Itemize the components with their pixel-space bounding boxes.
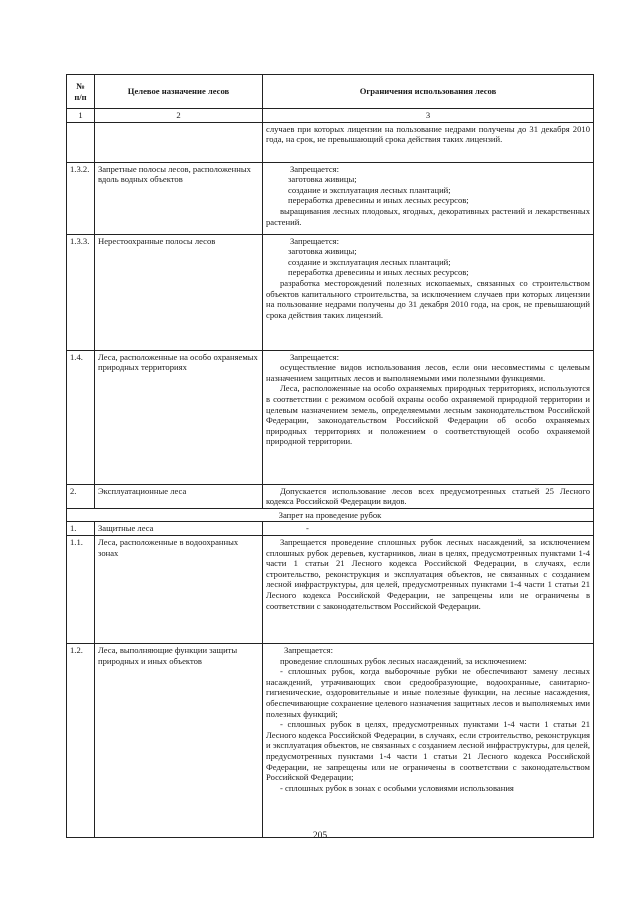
row-purpose: Нерестоохранные полосы лесов bbox=[95, 234, 263, 350]
table-row bbox=[67, 350, 594, 484]
row-number: 1.3.2. bbox=[67, 162, 95, 234]
row-purpose: Эксплуатационные леса bbox=[95, 484, 263, 508]
restriction-line: разработка месторождений полезных ископаемых, связанных со строительством объектов капитального строительства, за исключением случаев при которых лицензии на пользование недрами получены до 31 декабря 2010 года, на срок, не превышающий срока действия таких лицензий. bbox=[266, 277, 590, 320]
restriction-line: создание и эксплуатация лесных плантаций; bbox=[288, 256, 451, 267]
section-title: Запрет на проведение рубок bbox=[67, 508, 594, 522]
restriction-line: переработка древесины и иных лесных ресурсов; bbox=[288, 267, 469, 278]
table-row bbox=[67, 162, 594, 234]
row-number: 2. bbox=[67, 484, 95, 508]
restriction-line: проведение сплошных рубок лесных насаждений, за исключением: bbox=[280, 655, 527, 666]
table-row bbox=[67, 122, 594, 162]
restriction-line: Запрещается проведение сплошных рубок лесных насаждений, за исключением сплошных рубок деревьев, кустарников, лиан в целях, предусмотренных пунктами 1-4 части 1 статьи 21 Лесного кодекса Российской Федерации, в случаях, если строительство, реконструкция и эксплуатация объектов, не связанных с созданием лесной инфраструктуры, для целей, предусмотренных пунктами 1-4 части 1 статьи 21 Лесного кодекса Российской Федерации, не запрещены или не ограничены в соответствии с законодательством Российской Федерации. bbox=[266, 536, 590, 611]
header-number bbox=[67, 75, 95, 109]
restriction-line: Запрещается: bbox=[290, 351, 339, 362]
restriction-line: заготовка живицы; bbox=[288, 246, 357, 257]
restriction-line: - bbox=[306, 523, 309, 534]
table-index-row bbox=[67, 109, 594, 123]
header-number-label: № п/п bbox=[74, 80, 87, 102]
restriction-line: - сплошных рубок в зонах с особыми условиями использования bbox=[280, 782, 514, 793]
restriction-line: Запрещается: bbox=[284, 644, 333, 655]
restriction-line: выращивания лесных плодовых, ягодных, декоративных растений и лекарственных растений. bbox=[266, 205, 590, 227]
row-purpose: Леса, расположенные на особо охраняемых природных территориях bbox=[95, 350, 263, 484]
row-purpose: Защитные леса bbox=[95, 522, 263, 536]
row-number: 1.1. bbox=[67, 535, 95, 643]
row-number: 1.4. bbox=[67, 350, 95, 484]
index-1: 1 bbox=[67, 109, 95, 123]
header-restrictions: Ограничения использования лесов bbox=[263, 75, 594, 109]
table-row bbox=[67, 535, 594, 643]
table-header-row bbox=[67, 75, 594, 109]
restriction-line: переработка древесины и иных лесных ресурсов; bbox=[288, 195, 469, 206]
index-2: 2 bbox=[95, 109, 263, 123]
restriction-line: - сплошных рубок в целях, предусмотренных пунктами 1-4 части 1 статьи 21 Лесного кодекса Российской Федерации, в случаях, если строительство, реконструкция и эксплуатация объектов, не связанных с созданием лесной инфраструктуры, для целей, предусмотренных пунктами 1-4 части 1 статьи 21 Лесного кодекса Российской Федерации, не запрещены или не ограничены в соответствии с законодательством Российской Федерации; bbox=[266, 719, 590, 783]
forest-restrictions-table bbox=[66, 74, 594, 838]
restriction-line: осуществление видов использования лесов, если они несовместимы с целевым назначением защитных лесов и выполняемыми ими полезными функциями. bbox=[266, 362, 590, 383]
restriction-line: заготовка живицы; bbox=[288, 174, 357, 185]
table-row bbox=[67, 522, 594, 536]
restriction-line: Запрещается: bbox=[290, 235, 339, 246]
row-number: 1.3.3. bbox=[67, 234, 95, 350]
section-row bbox=[67, 508, 594, 522]
table-row bbox=[67, 643, 594, 837]
restriction-line: - сплошных рубок, когда выборочные рубки не обеспечивают замену лесных насаждений, утрачивающих свои средообразующие, водоохранные, санитарно-гигиенические, оздоровительные и иные полезные функции, на лесные насаждения, обеспечивающие сохранение целевого назначения защитных лесов и выполняемых ими полезных функций; bbox=[266, 666, 590, 719]
continuation-text: случаев при которых лицензии на пользование недрами получены до 31 декабря 2010 года, на срок, не превышающий срока действия таких лицензий. bbox=[266, 123, 590, 145]
index-3: 3 bbox=[263, 109, 594, 123]
table-row bbox=[67, 484, 594, 508]
restriction-line: создание и эксплуатация лесных плантаций; bbox=[288, 184, 451, 195]
row-purpose: Запретные полосы лесов, расположенных вдоль водных объектов bbox=[95, 162, 263, 234]
restriction-line: Допускается использование лесов всех предусмотренных статьей 25 Лесного кодекса Российской Федерации видов. bbox=[266, 485, 590, 507]
header-purpose: Целевое назначение лесов bbox=[95, 75, 263, 109]
row-purpose: Леса, выполняющие функции защиты природных и иных объектов bbox=[95, 643, 263, 837]
row-purpose: Леса, расположенные в водоохранных зонах bbox=[95, 535, 263, 643]
restriction-line: Леса, расположенные на особо охраняемых природных территориях, используются в соответствии с режимом особой охраны особо охраняемой природной территории и целевым назначением земель, определяемыми лесным законодательством Российской Федерации, законодательством Российской Федерации об особо охраняемых природных территориях и положением о соответствующей особо охраняемой природной территории. bbox=[266, 383, 590, 447]
restriction-line: Запрещается: bbox=[290, 163, 339, 174]
table-row bbox=[67, 234, 594, 350]
row-number: 1.2. bbox=[67, 643, 95, 837]
row-number: 1. bbox=[67, 522, 95, 536]
page-number: 205 bbox=[312, 831, 328, 841]
